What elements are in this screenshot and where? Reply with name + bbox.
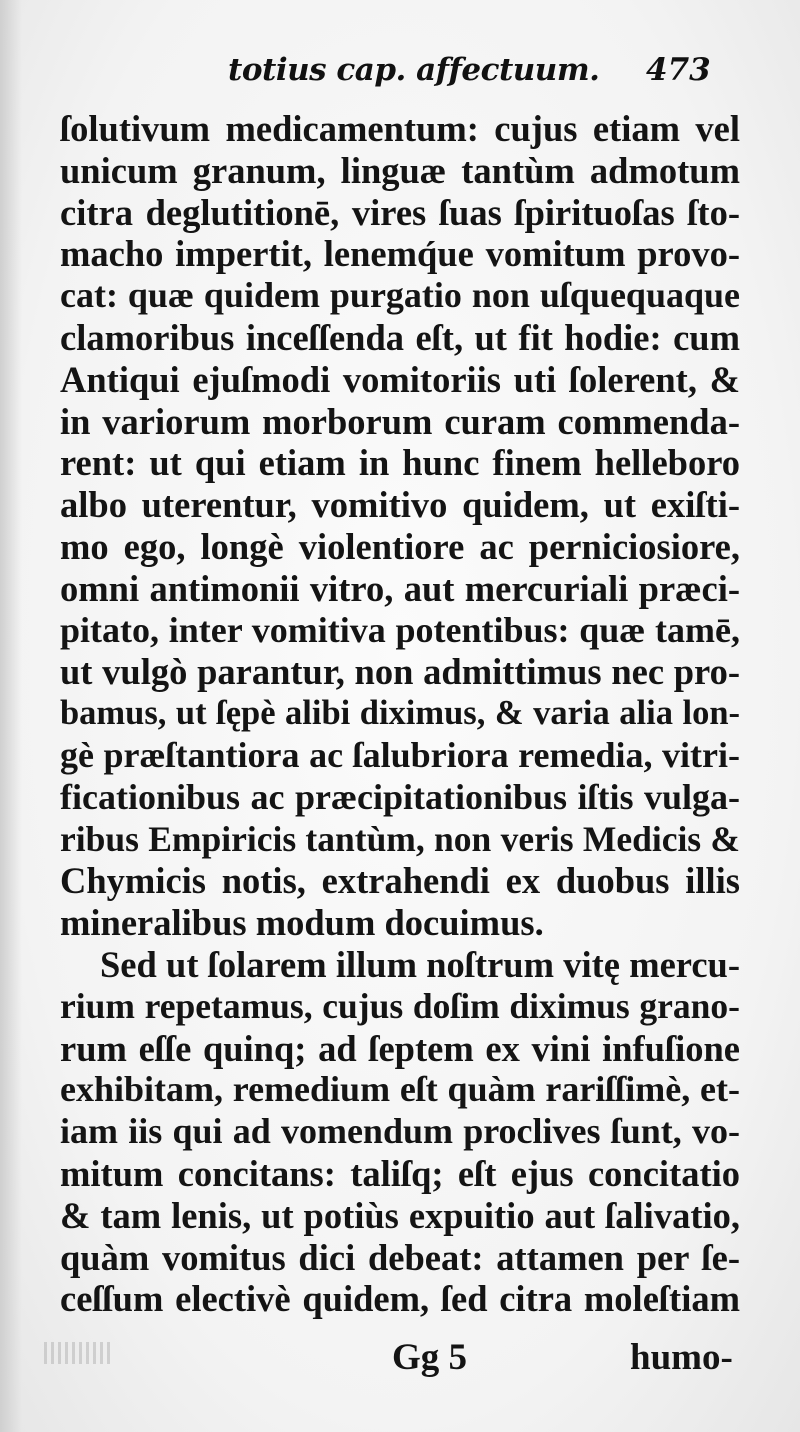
text-line: rum eſſe quinq; ad ſeptem ex vini infuſione — [60, 1027, 740, 1069]
text-line: pitato, inter vomitiva potentibus: quæ tamē, — [60, 609, 740, 650]
page-header — [0, 52, 800, 102]
body-text — [60, 108, 740, 1320]
text-line: macho impertit, lenemq́ue vomitum provo- — [60, 233, 740, 275]
text-line: albo uterentur, vomitivo quidem, ut exiſti- — [60, 484, 740, 526]
running-head: totius cap. affectuum. — [228, 52, 600, 88]
text-line: Chymicis notis, extrahendi ex duobus illis — [60, 860, 740, 902]
paragraph-end-line: mineralibus modum docuimus. — [60, 902, 544, 944]
text-line: iam iis qui ad vomendum proclives ſunt, vo- — [60, 1111, 740, 1152]
text-line: ut vulgò parantur, non admittimus nec pro- — [60, 651, 740, 693]
text-line: & tam lenis, ut potiùs expuitio aut ſalivatio, — [60, 1194, 740, 1236]
page-footer — [0, 1336, 800, 1386]
text-line: unicum granum, linguæ tantùm admotum — [60, 149, 740, 191]
text-line: clamoribus inceſſenda eſt, ut fit hodie: cum — [60, 316, 740, 358]
text-line: gè præſtantiora ac ſalubriora remedia, vitri- — [60, 734, 740, 775]
text-line: mitum concitans: taliſq; eſt ejus concitatio — [60, 1152, 740, 1194]
text-line: ficationibus ac præcipitationibus iſtis vulga- — [60, 776, 740, 817]
text-line: quàm vomitus dici debeat: attamen per ſe- — [60, 1236, 740, 1278]
page-gutter-shadow — [0, 0, 22, 1432]
text-line: cat: quæ quidem purgatio non uſquequaque — [60, 275, 740, 316]
catchword: humo- — [630, 1337, 733, 1378]
text-line: Antiqui ejuſmodi vomitoriis uti ſolerent, & — [60, 358, 740, 400]
signature-mark: Gg 5 — [392, 1337, 468, 1378]
text-line: ſolutivum medicamentum: cujus etiam vel — [60, 108, 740, 149]
text-line: in variorum morborum curam commenda- — [60, 400, 740, 442]
text-line: rent: ut qui etiam in hunc finem helleboro — [60, 442, 740, 484]
text-line: ribus Empiricis tantùm, non veris Medicis & — [60, 818, 740, 859]
text-line: omni antimonii vitro, aut mercuriali præci- — [60, 567, 740, 609]
paragraph-start-line: Sed ut ſolarem illum noſtrum vitę mercu- — [100, 943, 740, 985]
text-line: bamus, ut ſępè alibi diximus, & varia alia lon- — [60, 694, 740, 733]
text-line: mo ego, longè violentiore ac perniciosiore, — [60, 525, 740, 567]
page-number: 473 — [646, 52, 711, 88]
text-line: rium repetamus, cujus doſim diximus grano- — [60, 985, 740, 1026]
text-line: ceſſum electivè quidem, ſed citra moleſtiam — [60, 1278, 740, 1320]
text-line: citra deglutitionē, vires ſuas ſpirituoſas ſto- — [60, 191, 740, 233]
text-line: exhibitam, remedium eſt quàm rariſſimè, et- — [60, 1069, 740, 1110]
